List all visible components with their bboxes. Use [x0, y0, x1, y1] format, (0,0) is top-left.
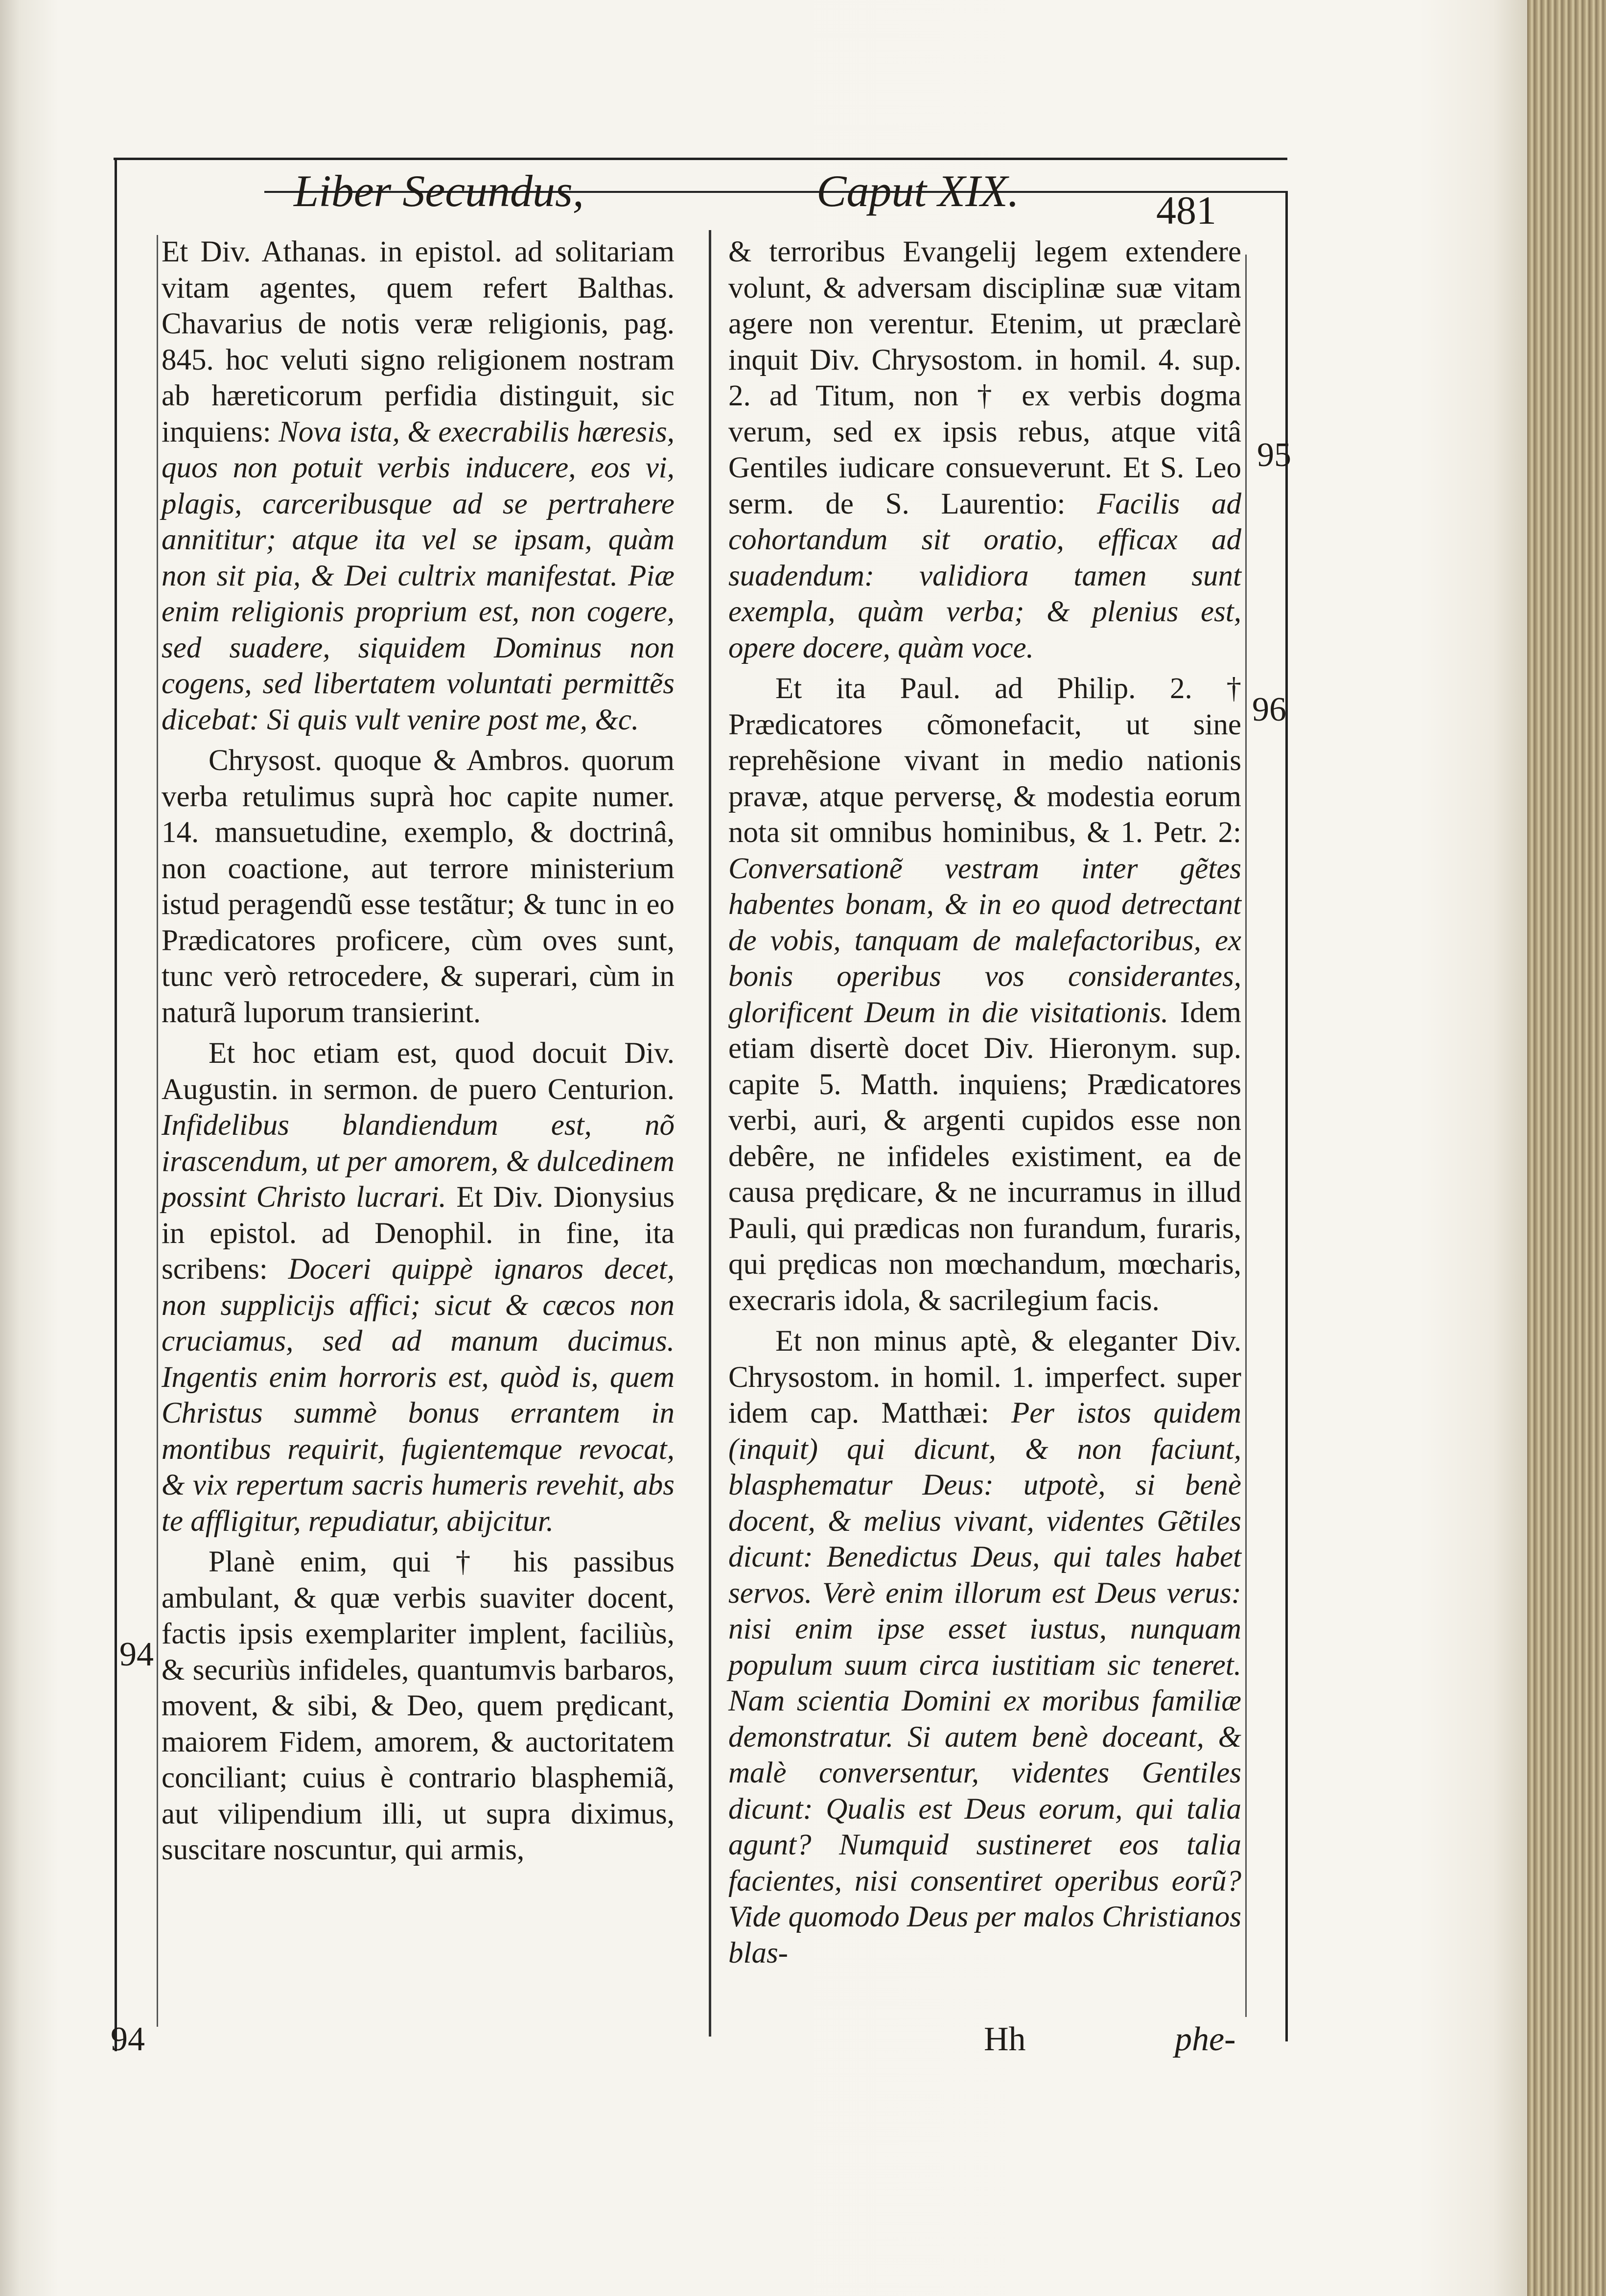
paragraph: Et hoc etiam est, quod docuit Div. Augustin. in sermon. de puero Centurion. Infidelibus blandiendum est, nõ irascendum, ut per amorem, & dulcedinem possint Christo lucrari. Et Div. Dionysius in epistol. ad Denophil. in fine, ita scribens: Doceri quippè ignaros decet, non supplicijs affici; sicut & cæcos non cruciamus, sed ad manum ducimus. Ingentis enim horroris est, quòd is, quem Christus summè bonus errantem in montibus requirit, fugientemque revocat, & vix repertum sacris humeris revehit, abs te affligitur, repudiatur, abijcitur.	[162, 1037, 675, 1538]
margin-note: 94	[119, 1636, 154, 1673]
paragraph: Et ita Paul. ad Philip. 2. † Prædicatores cõmonefacit, ut sine reprehẽsione vivant in medio nationis pravæ, atque perversę, & modestia eorum nota sit omnibus hominibus, & 1. Petr. 2: Conversationẽ vestram inter gẽtes habentes bonam, & in eo quod detrectant de vobis, tanquam de malefactoribus, ex bonis operibus vos considerantes, glorificent Deum in die visitationis. Idem etiam disertè docet Div. Hieronym. sup. capite 5. Matth. inquiens; Prædicatores verbi, auri, & argenti cupidos esse non debêre, ne infideles existiment, ea de causa prędicare, & ne incurramus in illud Pauli, qui prædicas non furandum, furaris, qui prędicas non mœchandum, mœcharis, execraris idola, & sacrilegium facis.	[728, 672, 1241, 1317]
left-column	[162, 234, 675, 1868]
margin-note: 96	[1252, 691, 1286, 728]
catchword: phe-	[1175, 2020, 1236, 2058]
paragraph: Et Div. Athanas. in epistol. ad solitariam vitam agentes, quem refert Balthas. Chavarius de notis veræ religionis, pag. 845. hoc veluti signo religionem nostram ab hæreticorum perfidia distinguit, sic inquiens: Nova ista, & execrabilis hæresis, quos non potuit verbis inducere, eos vi, plagis, carceribusque ad se pertrahere annititur; atque ita vel se ipsam, quàm non sit pia, & Dei cultrix manifestat. Piæ enim religionis proprium est, non cogere, sed suadere, siquidem Dominus non cogens, sed libertatem voluntati permittẽs dicebat: Si quis vult venire post me, &c.	[162, 235, 675, 736]
left-inner-rule	[157, 235, 158, 2027]
paragraph: Planè enim, qui † his passibus ambulant, & quæ verbis suaviter docent, factis ipsis exemplariter implent, faciliùs, & securiùs infideles, quantumvis barbaros, movent, & sibi, & Deo, quem prędicant, maiorem Fidem, amorem, & auctoritatem conciliant; cuius è contrario blasphemiã, aut vilipendium illi, ut supra diximus, suscitare noscuntur, qui armis,	[162, 1546, 675, 1866]
book-fore-edge	[1527, 0, 1606, 2296]
paragraph: & terroribus Evangelij legem extendere volunt, & adversam disciplinæ suæ vitam agere non verentur. Etenim, ut præclarè inquit Div. Chrysostom. in homil. 4. sup. 2. ad Titum, non † ex verbis dogma verum, sed ex ipsis rebus, atque vitâ Gentiles iudicare consueverunt. Et S. Leo serm. de S. Laurentio: Facilis ad cohortandum sit oratio, efficax ad suadendum: validiora tamen sunt exempla, quàm verba; & plenius est, opere docere, quàm voce.	[728, 235, 1241, 664]
right-inner-rule	[1245, 255, 1247, 2017]
left-frame-rule	[115, 158, 117, 2051]
signature-mark: Hh	[984, 2020, 1026, 2058]
running-head-center: Caput XIX.	[816, 166, 1019, 216]
right-column	[728, 234, 1241, 1971]
paragraph: Et non minus aptè, & eleganter Div. Chrysostom. in homil. 1. imperfect. super idem cap. Matthæi: Per istos quidem (inquit) qui dicunt, & non faciunt, blasphematur Deus: utpotè, si benè docent, & melius vivant, videntes Gẽtiles dicunt: Benedictus Deus, qui tales habet servos. Verè enim illorum est Deus verus: nisi enim ipse esset iustus, nunquam populum suum circa iustitiam sic teneret. Nam scientia Domini ex moribus familiæ demonstratur. Si autem benè doceant, & malè conversentur, videntes Gentiles dicunt: Qualis est Deus eorum, qui talia agunt? Numquid sustineret eos talia facientes, nisi consentiret operibus eorũ? Vide quomodo Deus per malos Christianos blas-	[728, 1325, 1241, 1969]
footer-mark: 94	[111, 2020, 145, 2058]
running-head-left: Liber Secundus,	[294, 166, 584, 216]
margin-note: 95	[1257, 436, 1291, 474]
column-divider	[709, 230, 711, 2037]
paragraph: Chrysost. quoque & Ambros. quorum verba retulimus suprà hoc capite numer. 14. mansuetudine, exemplo, & doctrinâ, non coactione, aut terrore ministerium istud peragendũ esse testãtur; & tunc in eo Prædicatores proficere, cùm oves sunt, tunc verò retrocedere, & superari, cùm in naturã luporum transierint.	[162, 744, 675, 1029]
top-rule	[114, 158, 1287, 160]
page-number: 481	[1156, 188, 1216, 233]
